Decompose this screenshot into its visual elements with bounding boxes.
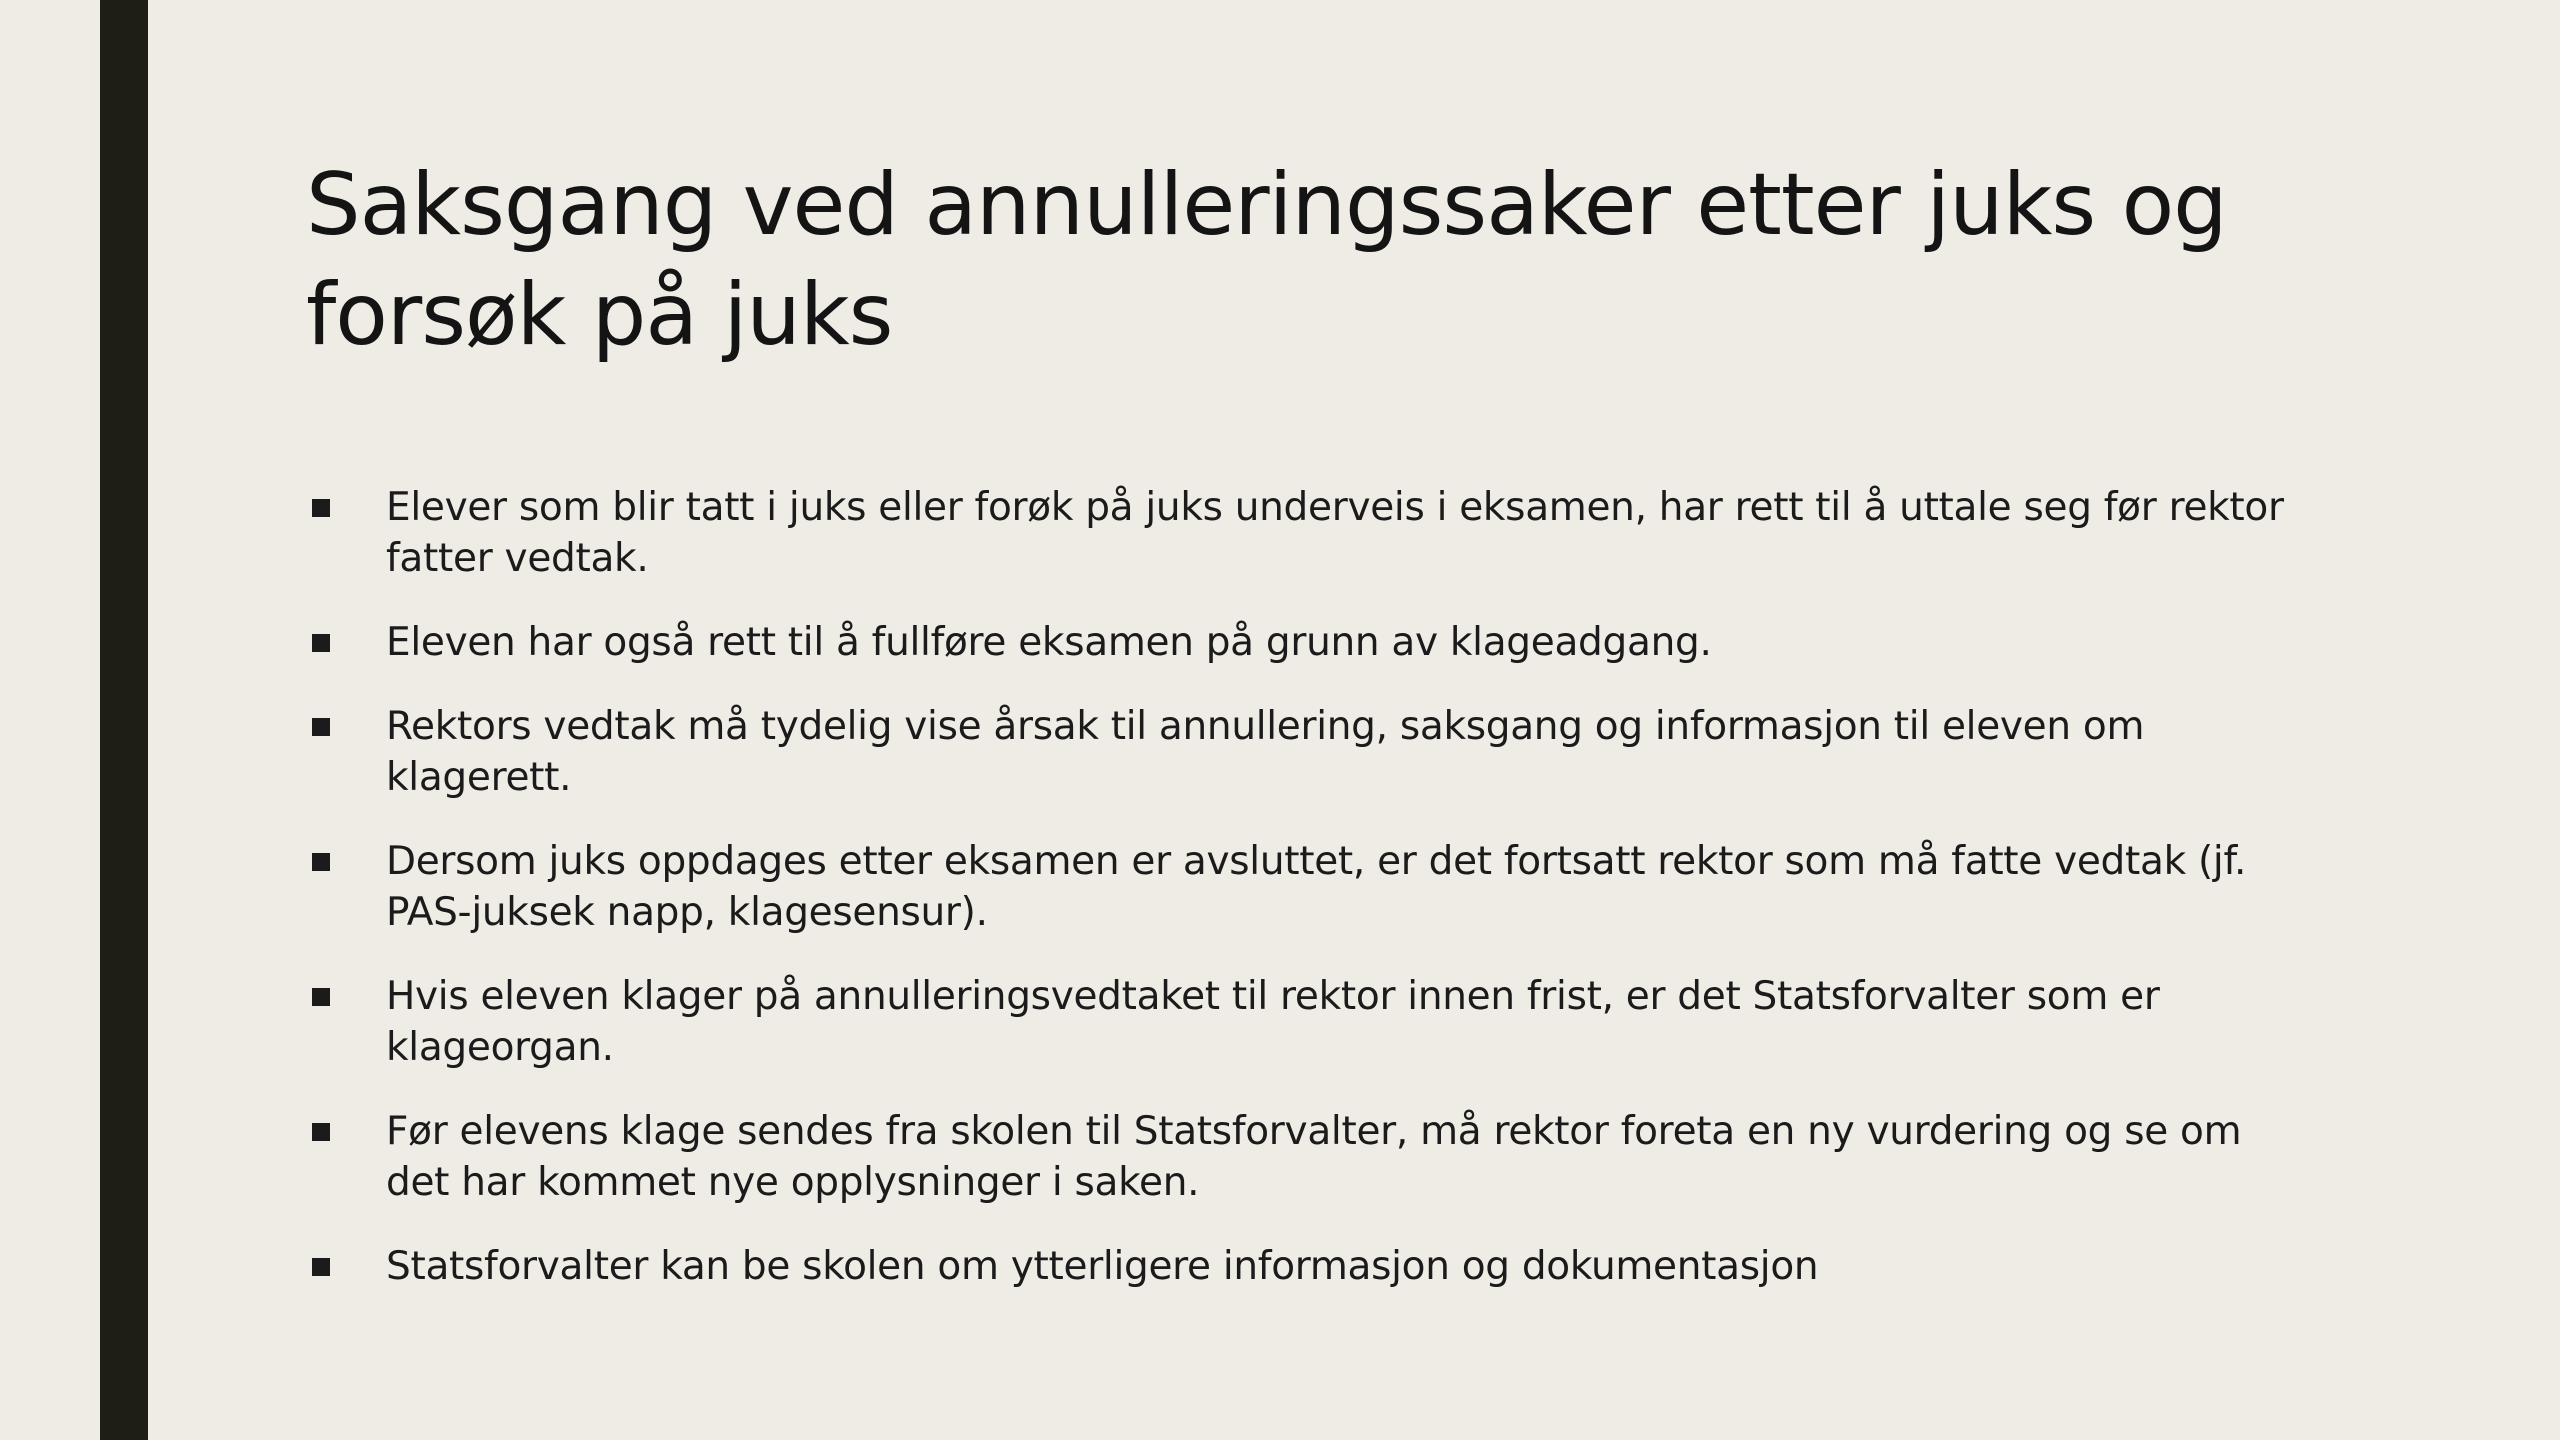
bullet-text: Statsforvalter kan be skolen om ytterligere informasjon og dokumentasjon bbox=[386, 1244, 1819, 1289]
square-bullet-icon bbox=[312, 1258, 330, 1276]
square-bullet-icon bbox=[312, 1123, 330, 1141]
accent-bar bbox=[100, 0, 148, 1440]
bullet-item bbox=[306, 482, 2306, 584]
square-bullet-icon bbox=[312, 853, 330, 871]
bullet-text: Dersom juks oppdages etter eksamen er avsluttet, er det fortsatt rektor som må fatte vedtak (jf. PAS-juksek napp, klagesensur). bbox=[386, 839, 2247, 935]
bullet-text: Før elevens klage sendes fra skolen til Statsforvalter, må rektor foreta en ny vurdering og se om det har kommet nye opplysninger i saken. bbox=[386, 1109, 2242, 1205]
bullet-text: Elever som blir tatt i juks eller forøk på juks underveis i eksamen, har rett til å uttale seg før rektor fatter vedtak. bbox=[386, 485, 2284, 581]
bullet-item bbox=[306, 1241, 2306, 1292]
square-bullet-icon bbox=[312, 988, 330, 1006]
bullet-item bbox=[306, 1106, 2306, 1208]
square-bullet-icon bbox=[312, 634, 330, 652]
bullet-list bbox=[306, 482, 2306, 1325]
bullet-item bbox=[306, 971, 2306, 1073]
bullet-item bbox=[306, 701, 2306, 803]
bullet-item bbox=[306, 836, 2306, 938]
square-bullet-icon bbox=[312, 718, 330, 736]
bullet-text: Eleven har også rett til å fullføre eksamen på grunn av klageadgang. bbox=[386, 620, 1712, 665]
slide-title: Saksgang ved annulleringssaker etter juks og forsøk på juks bbox=[306, 155, 2227, 365]
bullet-item bbox=[306, 617, 2306, 668]
square-bullet-icon bbox=[312, 499, 330, 517]
bullet-text: Rektors vedtak må tydelig vise årsak til annullering, saksgang og informasjon til eleven om klagerett. bbox=[386, 704, 2145, 800]
bullet-text: Hvis eleven klager på annulleringsvedtaket til rektor innen frist, er det Statsforvalter som er klageorgan. bbox=[386, 974, 2160, 1070]
